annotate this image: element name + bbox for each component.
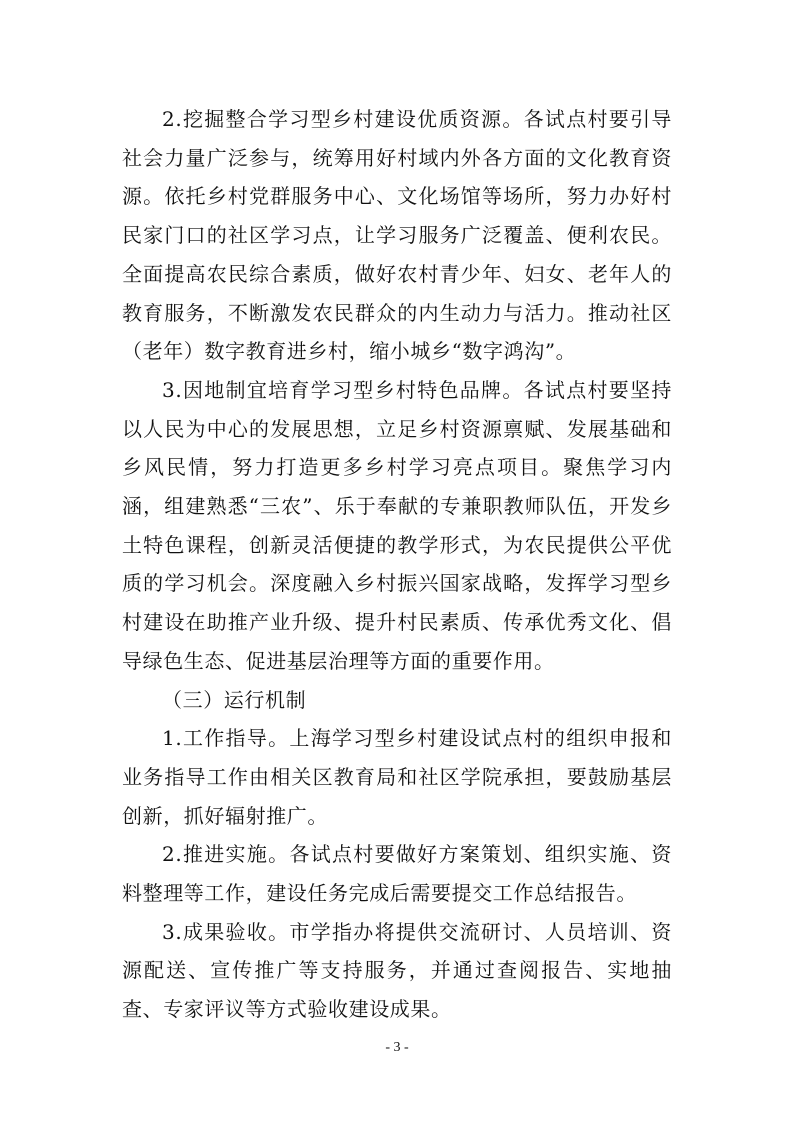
paragraph-acceptance: 3.成果验收。市学指办将提供交流研讨、人员培训、资源配送、宣传推广等支持服务，并通过查阅报告、实地抽查、专家评议等方式验收建设成果。 (122, 919, 672, 1022)
paragraph-resources: 2.挖掘整合学习型乡村建设优质资源。各试点村要引导社会力量广泛参与，统筹用好村域内外各方面的文化教育资源。依托乡村党群服务中心、文化场馆等场所，努力办好村民家门口的社区学习点，让学习服务广泛覆盖、便利农民。全面提高农民综合素质，做好农村青少年、妇女、老年人的教育服务，不断激发农民群众的内生动力与活力。推动社区（老年）数字教育进乡村，缩小城乡“数字鸿沟”。 (122, 107, 672, 364)
paragraph-brand: 3.因地制宜培育学习型乡村特色品牌。各试点村要坚持以人民为中心的发展思想，立足乡村资源禀赋、发展基础和乡风民情，努力打造更多乡村学习亮点项目。聚焦学习内涵，组建熟悉“三农”、乐于奉献的专兼职教师队伍，开发乡土特色课程，创新灵活便捷的教学形式，为农民提供公平优质的学习机会。深度融入乡村振兴国家战略，发挥学习型乡村建设在助推产业升级、提升村民素质、传承优秀文化、倡导绿色生态、促进基层治理等方面的重要作用。 (122, 377, 672, 673)
document-body (122, 100, 672, 1029)
paragraph-implementation: 2.推进实施。各试点村要做好方案策划、组织实施、资料整理等工作，建设任务完成后需要提交工作总结报告。 (122, 842, 672, 906)
section-heading-mechanism: （三）运行机制 (162, 687, 307, 712)
page-number: - 3 - (385, 1040, 409, 1055)
paragraph-guidance: 1.工作指导。上海学习型乡村建设试点村的组织申报和业务指导工作由相关区教育局和社区学院承担，要鼓励基层创新，抓好辐射推广。 (122, 726, 672, 828)
